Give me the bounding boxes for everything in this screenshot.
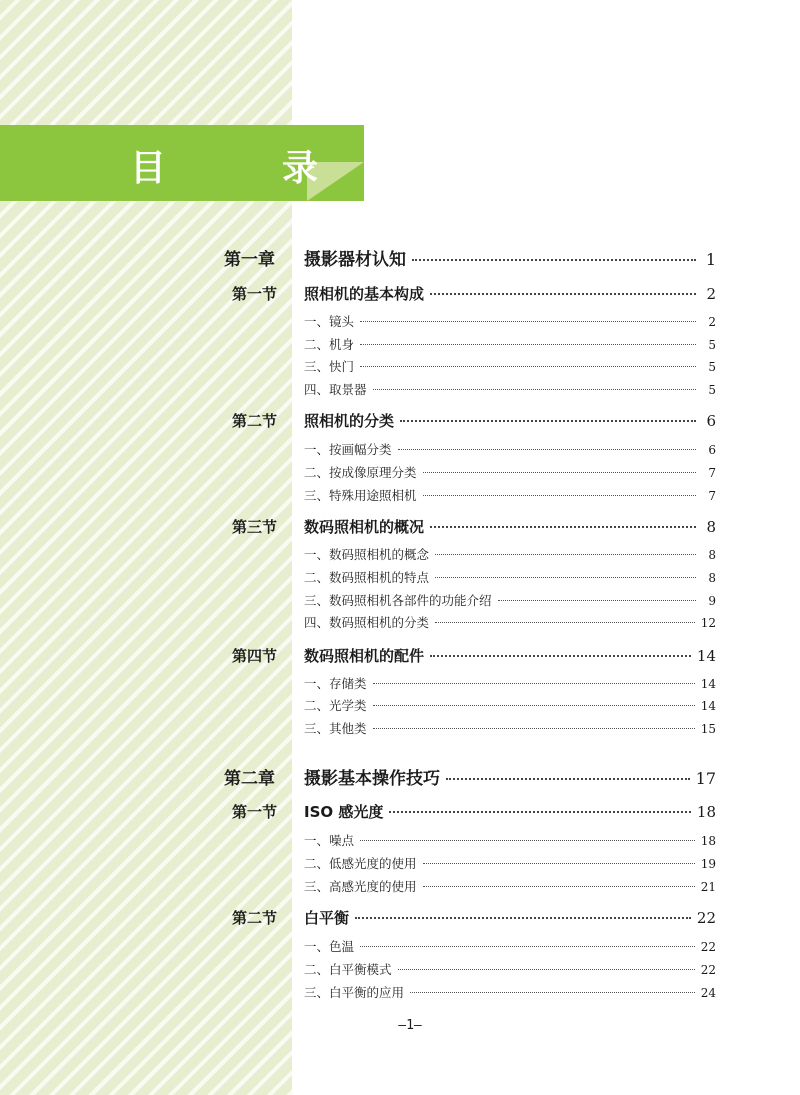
toc-page-number: 14 [700,699,716,713]
dot-leader [360,839,695,841]
toc-item-row[interactable] [304,591,716,613]
dot-leader [430,525,696,528]
dot-leader [435,576,696,578]
dot-leader [435,621,695,623]
toc-section-row[interactable] [224,283,716,305]
toc-page-number: 8 [708,548,716,562]
toc-section-label: 第四节 [232,647,278,665]
dot-leader [410,991,695,993]
toc-page-number: 7 [708,466,716,480]
toc-item-row[interactable] [304,877,716,899]
toc-page-number: 5 [708,383,716,397]
toc-page-number: 18 [696,803,716,821]
toc-page-number: 22 [696,909,716,927]
toc-section-title: 数码照相机的配件 [304,647,425,665]
toc-item-title: 三、白平衡的应用 [304,985,405,1000]
toc-section-label: 第二节 [232,909,278,927]
toc-item-row[interactable] [304,674,716,696]
dot-leader [435,553,696,555]
toc-section-title: 照相机的基本构成 [304,285,425,303]
dot-leader [360,945,695,947]
toc-item-title: 二、按成像原理分类 [304,465,417,480]
toc-item-title: 一、数码照相机的概念 [304,547,430,562]
dot-leader [389,810,691,813]
dot-leader [423,494,696,496]
toc-section-title: ISO 感光度 [304,803,384,821]
toc-chapter-row[interactable] [224,764,716,789]
toc-item-row[interactable] [304,960,716,982]
dot-leader [423,885,695,887]
toc-item-title: 三、数码照相机各部件的功能介绍 [304,593,492,608]
toc-section-title: 白平衡 [304,909,350,927]
toc-section-row[interactable] [224,645,716,667]
toc-item-row[interactable] [304,937,716,959]
toc-page-number: 12 [700,616,716,630]
toc-section-row[interactable] [224,410,716,432]
toc-item-title: 二、机身 [304,337,355,352]
toc-item-title: 四、取景器 [304,382,367,397]
toc-page-number: 5 [708,360,716,374]
toc-chapter-title: 摄影基本操作技巧 [304,769,440,789]
toc-item-title: 一、按画幅分类 [304,442,392,457]
toc-item-title: 二、白平衡模式 [304,962,392,977]
dot-leader [398,448,696,450]
dot-leader [398,968,695,970]
dot-leader [373,727,695,729]
toc-page-number: 1 [705,250,716,269]
toc-item-row[interactable] [304,545,716,567]
toc-page-number: 14 [700,677,716,691]
toc-page-number: 19 [700,857,716,871]
page-title: 目 录 [130,148,359,189]
toc-page-number: 18 [700,834,716,848]
dot-leader [355,916,691,919]
dot-leader [360,365,696,367]
dot-leader [360,343,696,345]
dot-leader [373,388,696,390]
toc-item-title: 一、存储类 [304,676,367,691]
page-number: –1– [398,1018,422,1033]
dot-leader [412,258,696,261]
toc-page-number: 6 [708,443,716,457]
toc-page-number: 21 [700,880,716,894]
toc-item-row[interactable] [304,380,716,402]
toc-item-title: 二、低感光度的使用 [304,856,417,871]
toc-item-title: 三、高感光度的使用 [304,879,417,894]
dot-leader [423,862,695,864]
toc-page-number: 15 [700,722,716,736]
toc-item-row[interactable] [304,568,716,590]
toc-section-title: 照相机的分类 [304,412,395,430]
toc-item-title: 三、其他类 [304,721,367,736]
toc-section-row[interactable] [224,907,716,929]
toc-item-row[interactable] [304,831,716,853]
toc-item-row[interactable] [304,312,716,334]
toc-page-number: 2 [708,315,716,329]
toc-section-label: 第一节 [232,285,278,303]
toc-item-title: 四、数码照相机的分类 [304,615,430,630]
toc-section-row[interactable] [224,516,716,538]
toc-item-row[interactable] [304,854,716,876]
toc-page-number: 22 [700,963,716,977]
toc-item-row[interactable] [304,486,716,508]
toc-chapter-title: 摄影器材认知 [304,250,406,270]
toc-item-title: 三、特殊用途照相机 [304,488,417,503]
dot-leader [373,682,695,684]
toc-section-label: 第二节 [232,412,278,430]
toc-item-row[interactable] [304,613,716,635]
toc-item-title: 一、镜头 [304,314,355,329]
dot-leader [498,599,696,601]
toc-item-title: 二、数码照相机的特点 [304,570,430,585]
toc-item-title: 一、色温 [304,939,355,954]
toc-page-number: 2 [706,285,716,303]
toc-page-number: 8 [706,518,716,536]
toc-item-row[interactable] [304,463,716,485]
toc-page-number: 17 [695,769,716,788]
dot-leader [446,777,690,780]
toc-item-title: 二、光学类 [304,698,367,713]
toc-page-number: 22 [700,940,716,954]
dot-leader [423,471,696,473]
toc-page-number: 14 [696,647,716,665]
toc-page-number: 7 [708,489,716,503]
toc-page-number: 6 [706,412,716,430]
toc-page-number: 9 [708,594,716,608]
toc-item-row[interactable] [304,335,716,357]
toc-item-title: 一、噪点 [304,833,355,848]
toc-item-title: 三、快门 [304,359,355,374]
toc-item-row[interactable] [304,440,716,462]
toc-item-row[interactable] [304,719,716,741]
toc-section-row[interactable] [224,801,716,823]
toc-page-number: 5 [708,338,716,352]
toc-chapter-row[interactable] [224,245,716,270]
dot-leader [430,654,691,657]
toc-section-title: 数码照相机的概况 [304,518,425,536]
toc-item-row[interactable] [304,983,716,1005]
dot-leader [430,292,696,295]
toc-section-label: 第三节 [232,518,278,536]
toc-chapter-label: 第一章 [224,250,275,270]
toc-page-number: 24 [700,986,716,1000]
toc-page-number: 8 [708,571,716,585]
dot-leader [360,320,696,322]
toc-chapter-label: 第二章 [224,769,275,789]
toc-item-row[interactable] [304,357,716,379]
dot-leader [373,704,695,706]
toc-section-label: 第一节 [232,803,278,821]
dot-leader [400,419,696,422]
toc-item-row[interactable] [304,696,716,718]
